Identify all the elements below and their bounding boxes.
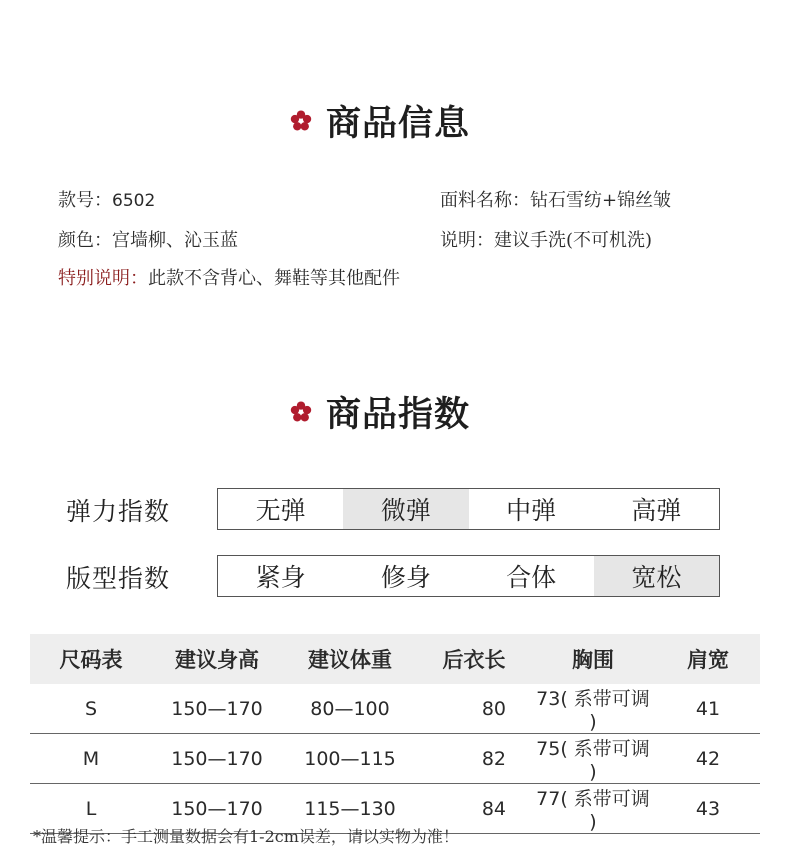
item-number-label: 款号： <box>58 190 112 211</box>
fit-label: 版型指数 <box>66 564 171 593</box>
table-header-cell: 建议身高 <box>152 634 282 684</box>
fabric-info <box>440 186 671 212</box>
info-section-title <box>0 96 790 146</box>
table-cell: L <box>30 784 152 834</box>
fit-index-row <box>0 555 790 597</box>
elasticity-option: 高弹 <box>631 496 682 525</box>
table-cell: 77( 系带可调 ) <box>530 784 656 834</box>
table-cell: 75( 系带可调 ) <box>530 734 656 784</box>
fit-option: 修身 <box>380 563 431 592</box>
fit-option: 合体 <box>506 563 557 592</box>
fit-option: 紧身 <box>255 563 306 592</box>
table-cell: M <box>30 734 152 784</box>
table-cell: 73( 系带可调 ) <box>530 684 656 734</box>
table-header-cell: 后衣长 <box>418 634 530 684</box>
size-table <box>30 634 760 834</box>
table-cell: 150—170 <box>152 734 282 784</box>
elasticity-label: 弹力指数 <box>66 497 171 526</box>
care-value: 建议手洗(不可机洗) <box>494 230 653 251</box>
elasticity-option-selected: 微弹 <box>343 489 468 529</box>
measurement-note: *温馨提示：手工测量数据会有1-2cm误差，请以实物为准！ <box>33 827 459 846</box>
color-value: 宫墙柳、沁玉蓝 <box>112 230 238 251</box>
table-cell: 80—100 <box>282 684 418 734</box>
fabric-value: 钻石雪纺+锦丝皱 <box>530 190 672 211</box>
special-note-label: 特别说明： <box>58 268 148 289</box>
table-header-cell: 胸围 <box>530 634 656 684</box>
table-cell: 100—115 <box>282 734 418 784</box>
elasticity-scale <box>217 488 720 530</box>
fabric-label: 面料名称： <box>440 190 530 211</box>
special-note-value: 此款不含背心、舞鞋等其他配件 <box>148 268 400 289</box>
elasticity-option: 无弹 <box>255 496 306 525</box>
table-cell: 41 <box>656 684 760 734</box>
table-header-cell: 建议体重 <box>282 634 418 684</box>
table-header-cell: 肩宽 <box>656 634 760 684</box>
table-cell: 150—170 <box>152 784 282 834</box>
item-number-value: 6502 <box>112 191 156 211</box>
plum-flower-icon <box>290 401 312 423</box>
table-cell: 84 <box>418 784 530 834</box>
index-section-title <box>0 387 790 437</box>
fit-scale <box>217 555 720 597</box>
table-header-cell: 尺码表 <box>30 634 152 684</box>
table-cell: 115—130 <box>282 784 418 834</box>
fit-option-selected: 宽松 <box>594 556 719 596</box>
table-row <box>30 734 760 784</box>
table-cell: 80 <box>418 684 530 734</box>
special-note <box>58 264 400 290</box>
elasticity-index-row <box>0 488 790 530</box>
elasticity-option: 中弹 <box>506 496 557 525</box>
table-header-row <box>30 634 760 684</box>
table-row <box>30 684 760 734</box>
care-label: 说明： <box>440 230 494 251</box>
table-cell: S <box>30 684 152 734</box>
color-info <box>58 226 238 252</box>
care-info <box>440 226 652 252</box>
table-cell: 42 <box>656 734 760 784</box>
section-title-text: 商品指数 <box>325 395 470 435</box>
plum-flower-icon <box>290 110 312 132</box>
table-cell: 150—170 <box>152 684 282 734</box>
table-cell: 82 <box>418 734 530 784</box>
color-label: 颜色： <box>58 230 112 251</box>
table-cell: 43 <box>656 784 760 834</box>
item-number <box>58 186 155 212</box>
section-title-text: 商品信息 <box>325 104 470 144</box>
